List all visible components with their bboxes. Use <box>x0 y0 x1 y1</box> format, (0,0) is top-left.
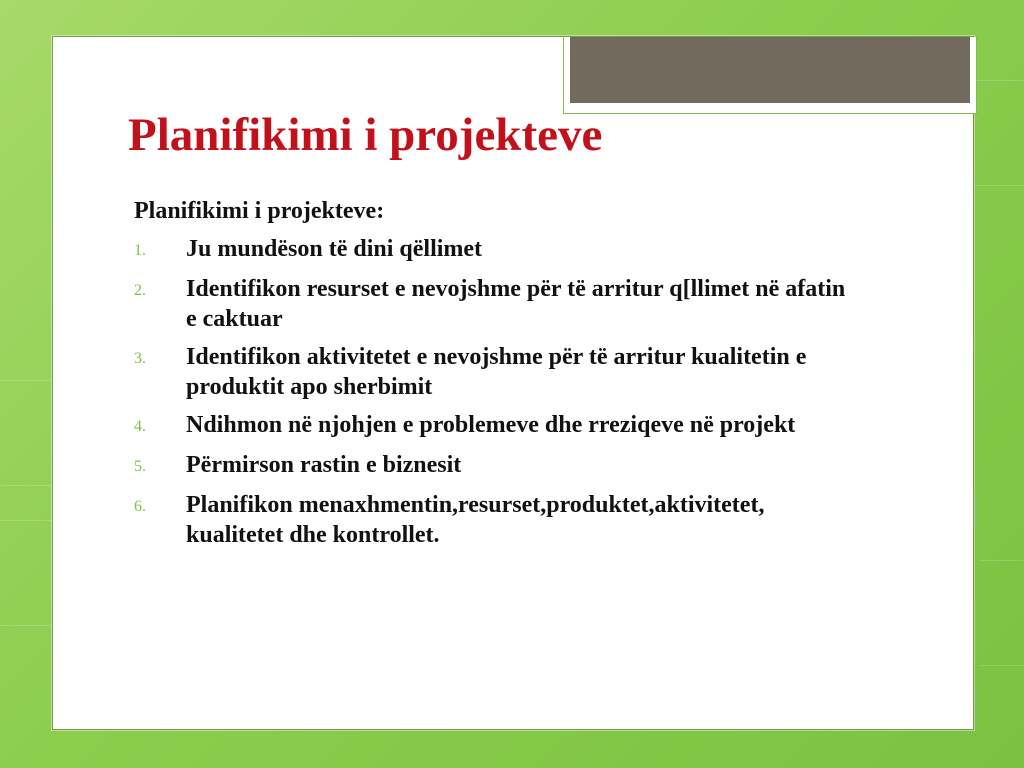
list-text: Përmirson rastin e biznesit <box>186 452 462 478</box>
list-item <box>134 234 854 266</box>
decorative-tab <box>570 37 970 103</box>
list-number: 3. <box>134 350 146 367</box>
list-text: Ju mundëson të dini qëllimet <box>186 236 483 262</box>
list-item <box>134 342 854 402</box>
slide-content <box>134 196 854 558</box>
slide-title: Planifikimi i projekteve <box>128 109 603 161</box>
list-number: 2. <box>134 282 146 299</box>
list-text: Ndihmon në njohjen e problemeve dhe rreziqeve në projekt <box>186 412 796 438</box>
numbered-list <box>134 234 854 550</box>
list-text: Identifikon resurset e nevojshme për të arritur q[llimet në afatin e caktuar <box>186 276 846 332</box>
intro-text: Planifikimi i projekteve: <box>134 198 385 224</box>
list-item <box>134 410 854 442</box>
list-number: 6. <box>134 498 146 515</box>
list-item <box>134 450 854 482</box>
list-text: Planifikon menaxhmentin,resurset,produktet,aktivitetet, kualitetet dhe kontrollet. <box>186 492 765 548</box>
list-item <box>134 274 854 334</box>
list-text: Identifikon aktivitetet e nevojshme për të arritur kualitetin e produktit apo sherbimit <box>186 344 807 400</box>
list-number: 4. <box>134 418 146 435</box>
list-number: 1. <box>134 242 146 259</box>
decorative-tab-frame <box>563 37 977 114</box>
list-item <box>134 490 854 550</box>
list-number: 5. <box>134 458 146 475</box>
